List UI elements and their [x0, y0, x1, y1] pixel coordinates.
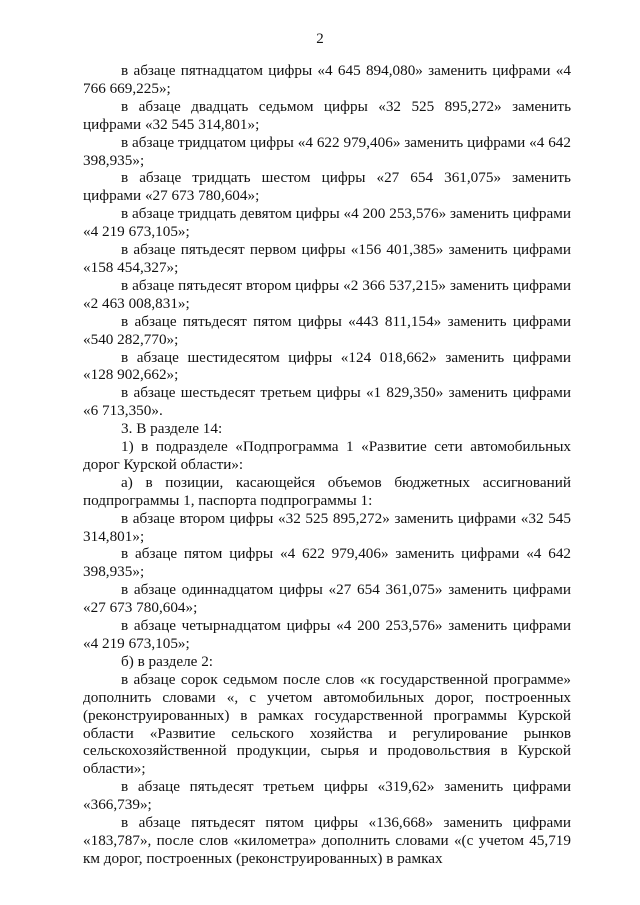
paragraph: в абзаце одиннадцатом цифры «27 654 361,075» заменить цифрами «27 673 780,604»; — [83, 581, 571, 617]
paragraph: в абзаце пятнадцатом цифры «4 645 894,080» заменить цифрами «4 766 669,225»; — [83, 62, 571, 97]
paragraph: в абзаце тридцать шестом цифры «27 654 361,075» заменить цифрами «27 673 780,604»; — [83, 169, 571, 205]
paragraph: а) в позиции, касающейся объемов бюджетных ассигнований подпрограммы 1, паспорта подпрограммы 1: — [83, 473, 571, 509]
paragraph: в абзаце шестьдесят третьем цифры «1 829,350» заменить цифрами «6 713,350». — [83, 384, 571, 420]
paragraph: в абзаце пятьдесят первом цифры «156 401,385» заменить цифрами «158 454,327»; — [83, 241, 571, 276]
paragraph: в абзаце шестидесятом цифры «124 018,662» заменить цифрами «128 902,662»; — [83, 348, 571, 384]
paragraph: в абзаце сорок седьмом после слов «к государственной программе» дополнить словами «, с учетом автомобильных дорог, построенных (реконструированных) в рамках государственной программы Курской области «Развитие сельского хозяйства и регулирование рынков сельскохозяйственной продукции, сырья и продовольствия в Курской области»; — [83, 670, 571, 778]
paragraph: в абзаце пятьдесят пятом цифры «136,668» заменить цифрами «183,787», после слов «километра» дополнить словами «(с учетом 45,719 км дорог, построенных (реконструированных) в рамках — [83, 814, 571, 867]
paragraph: в абзаце двадцать седьмом цифры «32 525 895,272» заменить цифрами «32 545 314,801»; — [83, 97, 571, 133]
paragraph: в абзаце пятьдесят пятом цифры «443 811,154» заменить цифрами «540 282,770»; — [83, 312, 571, 348]
paragraph: 3. В разделе 14: — [121, 420, 223, 438]
paragraph: в абзаце тридцатом цифры «4 622 979,406» заменить цифрами «4 642 398,935»; — [83, 133, 571, 169]
paragraph: в абзаце втором цифры «32 525 895,272» заменить цифрами «32 545 314,801»; — [83, 509, 571, 545]
paragraph: в абзаце пятом цифры «4 622 979,406» заменить цифрами «4 642 398,935»; — [83, 545, 571, 581]
paragraph: в абзаце пятьдесят третьем цифры «319,62» заменить цифрами «366,739»; — [83, 778, 571, 814]
paragraph: 1) в подразделе «Подпрограмма 1 «Развитие сети автомобильных дорог Курской области»: — [83, 438, 571, 473]
page-number: 2 — [316, 31, 324, 47]
paragraph: б) в разделе 2: — [121, 652, 214, 670]
paragraph: в абзаце четырнадцатом цифры «4 200 253,576» заменить цифрами «4 219 673,105»; — [83, 617, 571, 652]
paragraph: в абзаце пятьдесят втором цифры «2 366 537,215» заменить цифрами «2 463 008,831»; — [83, 276, 571, 312]
document-body — [83, 62, 571, 868]
paragraph: в абзаце тридцать девятом цифры «4 200 253,576» заменить цифрами «4 219 673,105»; — [83, 205, 571, 241]
